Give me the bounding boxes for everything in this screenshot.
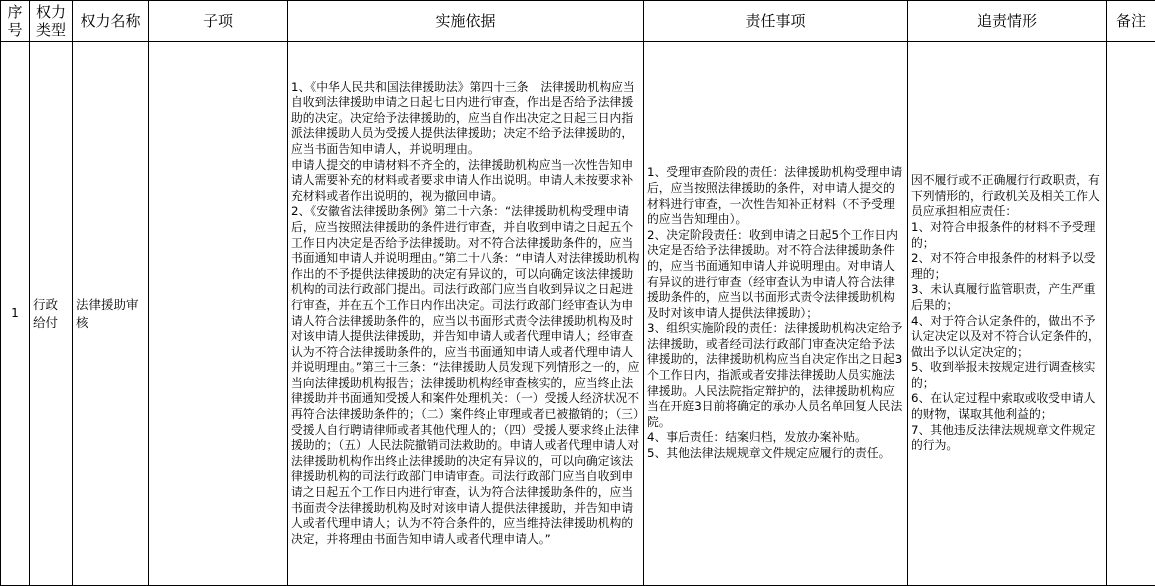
resp-item: 5、其他法律法规规章文件规定应履行的责任。 <box>647 446 891 461</box>
basis-para: 2、《安徽省法律援助条例》第二十六条：“法律援助机构受理申请后，应当按照法律援助的条件进行审查，并自收到申请之日起五个工作日内决定是否给予法律援助。对不符合法律援助条件的，应当书面通知申请人并说明理由。”第二十八条：“申请人对法律援助机构作出的不予提供法律援助的决定有异议的，可以向确定该法律援助机构的司法行政部门提出。司法行政部门应当自收到异议之日起进行审查，并在五个工作日内作出决定。司法行政部门经审查认为申请人符合法律援助条件的，应当以书面形式责令法律援助机构及时对该申请人提供法律援助，并告知申请人或者代理申请人；经审查认为不符合法律援助条件的，应当书面通知申请人或者代理申请人并说明理由。”第三十三条：“法律援助人员发现下列情形之一的，应当向法律援助机构报告；法律援助机构经审查核实的，应当终止法律援助并书面通知受援人和案件处理机关：（一）受援人经济状况不再符合法律援助条件的；（二）案件终止审理或者已被撤销的；（三）受援人自行聘请律师或者其他代理人的；（四）受援人要求终止法律援助的；（五）人民法院撤销司法救助的。申请人或者代理申请人对法律援助机构作出终止法律援助的决定有异议的，可以向确定该法律援助机构的司法行政部门申请审查。司法行政部门应当自收到申请之日起五个工作日内进行审查，认为符合法律援助条件的，应当书面责令法律援助机构及时对该申请人提供法律援助，并告知申请人或者代理申请人；认为不符合条件的，应当维持法律援助机构的决定，并将理由书面告知申请人或者代理申请人。” <box>291 204 640 546</box>
header-basis: 实施依据 <box>288 1 644 42</box>
resp-item: 1、受理审查阶段的责任：法律援助机构受理申请后，应当按照法律援助的条件，对申请人提交的材料进行审查，一次性告知补正材料（不予受理的应当告知理由）。 <box>647 165 903 227</box>
header-note: 备注 <box>1107 1 1155 42</box>
cell-name: 法律援助审核 <box>73 42 149 586</box>
resp-item: 2、决定阶段责任：收到申请之日起5个工作日内决定是否给予法律援助。对不符合法律援助条件的，应当书面通知申请人并说明理由。对申请人有异议的进行审查（经审查认为申请人符合法律援助条件的，应当以书面形式责令法律援助机构及时对该申请人提供法律援助）； <box>647 227 898 320</box>
header-resp: 责任事项 <box>644 1 908 42</box>
acc-item: 2、对不符合申报条件的材料予以受理的； <box>911 251 1096 281</box>
resp-item: 4、事后责任：结案归档，发放办案补贴。 <box>647 430 867 445</box>
resp-item: 3、组织实施阶段的责任：法律援助机构决定给予法律援助，或者经司法行政部门审查决定给予法律援助的，法律援助机构应当自决定作出之日起3个工作日内，指派或者安排法律援助人员实施法律援助。人民法院指定辩护的，法律援助机构应当在开庭3日前将确定的承办人员名单回复人民法院。 <box>647 321 903 429</box>
cell-note <box>1107 42 1155 586</box>
cell-acc <box>908 42 1107 586</box>
cell-seq: 1 <box>1 42 30 586</box>
table-row <box>1 42 1155 586</box>
cell-resp <box>644 42 908 586</box>
acc-item: 7、其他违反法律法规规章文件规定的行为。 <box>911 422 1096 453</box>
header-type: 权力类型 <box>30 1 73 42</box>
acc-item: 5、收到举报未按规定进行调查核实的； <box>911 360 1096 390</box>
basis-para: 申请人提交的申请材料不齐全的，法律援助机构应当一次性告知申请人需要补充的材料或者要求申请人作出说明。申请人未按要求补充材料或者作出说明的，视为撤回申请。 <box>291 157 634 203</box>
header-acc: 追责情形 <box>908 1 1107 42</box>
header-sub: 子项 <box>149 1 288 42</box>
basis-para: 1、《中华人民共和国法律援助法》第四十三条 法律援助机构应当自收到法律援助申请之日起七日内进行审查，作出是否给予法律援助的决定。决定给予法律援助的，应当自作出决定之日起三日内指派法律援助人员为受援人提供法律援助；决定不给予法律援助的，应当书面告知申请人，并说明理由。 <box>291 79 635 156</box>
acc-item: 3、未认真履行监管职责，产生严重后果的； <box>911 282 1096 312</box>
acc-item: 6、在认定过程中索取或收受申请人的财物，谋取其他利益的； <box>911 391 1096 422</box>
acc-item: 1、对符合申报条件的材料不予受理的； <box>911 219 1096 250</box>
header-name: 权力名称 <box>73 1 149 42</box>
cell-basis <box>288 42 644 586</box>
cell-type: 行政给付 <box>30 42 73 586</box>
header-seq: 序号 <box>1 1 30 42</box>
acc-item: 因不履行或不正确履行行政职责，有下列情形的，行政机关及相关工作人员应承担相应责任： <box>911 173 1100 219</box>
acc-item: 4、对于符合认定条件的，做出不予认定决定以及对不符合认定条件的，做出予以认定决定的； <box>911 313 1100 359</box>
header-row <box>1 1 1155 42</box>
cell-sub <box>149 42 288 586</box>
